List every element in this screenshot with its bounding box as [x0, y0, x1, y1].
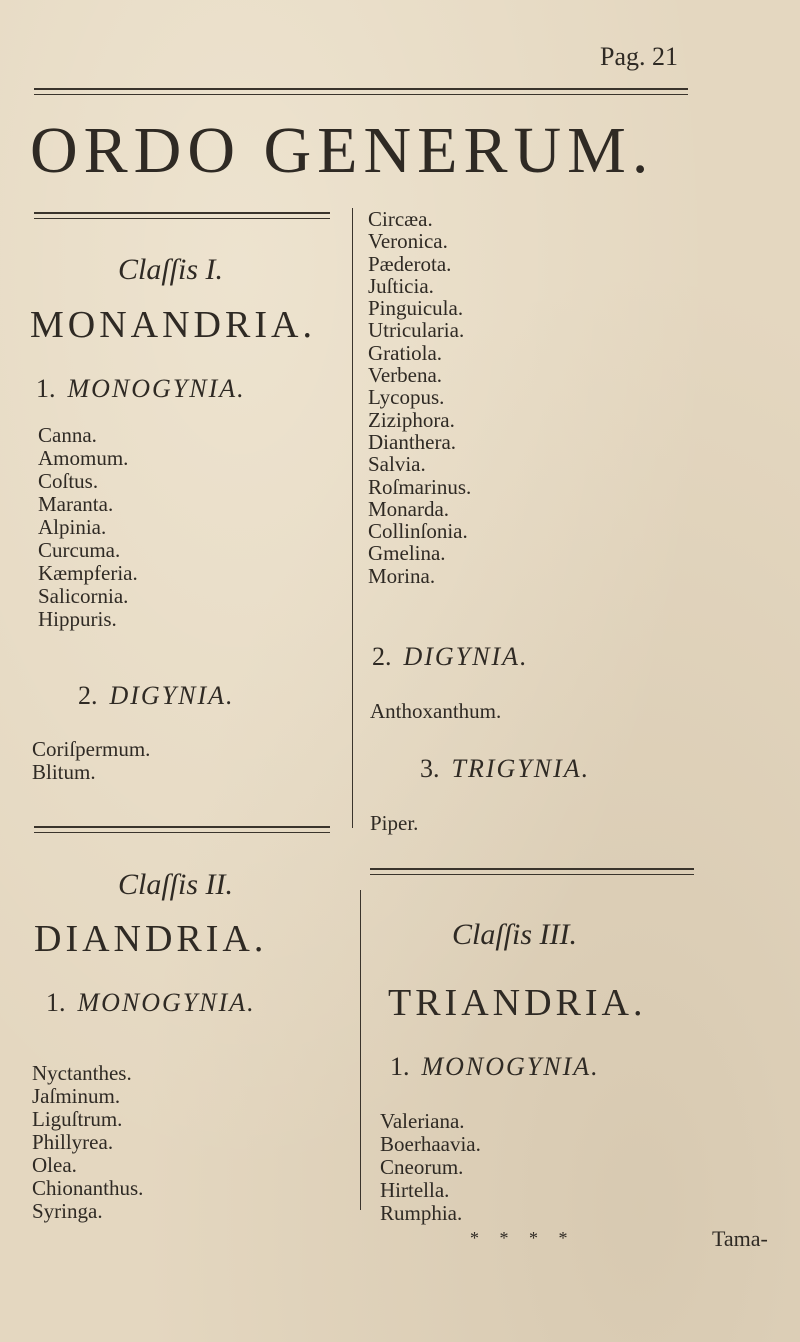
diandria-order2-heading [372, 644, 529, 670]
genus-item: Kæmpferia. [38, 561, 138, 585]
order-name: MONOGYNIA. [421, 1052, 600, 1081]
genus-item: Morina. [368, 563, 436, 588]
catchword: Tama- [712, 1226, 768, 1251]
genus-item: Utricularia. [368, 318, 465, 343]
class1-order2-genera [32, 738, 150, 784]
class1-label: Claſſis I. [118, 253, 224, 286]
genus-item: Pinguicula. [368, 296, 464, 321]
class2-name: DIANDRIA. [34, 918, 268, 960]
class3-name: TRIANDRIA. [388, 982, 647, 1024]
class2-label: Claſſis II. [118, 868, 234, 901]
order-number: 2. [372, 642, 392, 671]
genus-item: Monarda. [368, 496, 450, 521]
order-name: MONOGYNIA. [77, 988, 256, 1017]
genus-item: Chionanthus. [32, 1176, 144, 1200]
genus-item: Boerhaavia. [380, 1132, 481, 1156]
genus-item: Liguſtrum. [32, 1107, 123, 1131]
genus-item: Syringa. [32, 1199, 103, 1223]
class1-order2-heading [78, 683, 235, 709]
genus-item: Salvia. [368, 452, 426, 477]
genus-item: Veronica. [368, 229, 448, 254]
ornament-stars: * * * * [470, 1228, 576, 1248]
genus-item: Gratiola. [368, 340, 443, 365]
genus-item: Circæa. [368, 207, 433, 231]
order-number: 1. [36, 374, 56, 403]
genus-item: Amomum. [38, 446, 129, 470]
genus-item: Gmelina. [368, 541, 446, 566]
diandria-order3-heading [420, 756, 590, 782]
genus-item: Salicornia. [38, 584, 129, 608]
order-number: 3. [420, 754, 440, 783]
genus-item: Coriſpermum. [32, 737, 151, 761]
order-name: DIGYNIA. [109, 681, 235, 710]
class3-order1-genera [380, 1110, 481, 1225]
genus-item: Anthoxanthum. [370, 699, 502, 723]
diandria-order3-genera [370, 812, 418, 835]
class3-label: Claſſis III. [452, 918, 577, 951]
genus-item: Piper. [370, 811, 419, 835]
class1-name: MONANDRIA. [30, 304, 316, 346]
order-number: 2. [78, 681, 98, 710]
order-name: DIGYNIA. [403, 642, 529, 671]
genus-item: Collinſonia. [368, 519, 468, 544]
genus-item: Ziziphora. [368, 407, 455, 432]
genus-item: Coſtus. [38, 469, 99, 493]
genus-item: Dianthera. [368, 429, 457, 454]
genus-item: Alpinia. [38, 515, 107, 539]
class1-order1-heading [36, 376, 246, 402]
genus-item: Valeriana. [380, 1109, 465, 1133]
genus-item: Cneorum. [380, 1155, 464, 1179]
monandria-continued-genera [368, 208, 471, 587]
page-number: Pag. 21 [600, 42, 678, 71]
genus-item: Jaſminum. [32, 1084, 121, 1108]
genus-item: Pæderota. [368, 251, 452, 276]
page-title: ORDO GENERUM. [30, 114, 655, 187]
genus-item: Lycopus. [368, 385, 445, 410]
genus-item: Curcuma. [38, 538, 121, 562]
genus-item: Canna. [38, 423, 97, 447]
order-number: 1. [46, 988, 66, 1017]
class2-order1-heading [46, 990, 256, 1016]
genus-item: Nyctanthes. [32, 1061, 132, 1085]
genus-item: Juſticia. [368, 273, 434, 298]
class1-order1-genera [38, 424, 138, 631]
genus-item: Hirtella. [380, 1178, 450, 1202]
genus-item: Olea. [32, 1153, 77, 1177]
order-name: TRIGYNIA. [451, 754, 591, 783]
class3-order1-heading [390, 1054, 600, 1080]
class2-top-rule [34, 826, 330, 833]
genus-item: Blitum. [32, 760, 96, 784]
order-name: MONOGYNIA. [67, 374, 246, 403]
genus-item: Hippuris. [38, 607, 117, 631]
diandria-order2-genera [370, 700, 501, 723]
genus-item: Rumphia. [380, 1201, 463, 1225]
column-divider [352, 208, 353, 828]
class3-top-rule [370, 868, 694, 875]
genus-item: Phillyrea. [32, 1130, 114, 1154]
genus-item: Roſmarinus. [368, 474, 472, 499]
column-divider-lower [360, 890, 361, 1210]
order-number: 1. [390, 1052, 410, 1081]
class2-order1-genera [32, 1062, 143, 1223]
genus-item: Verbena. [368, 363, 443, 388]
header-rule [34, 88, 688, 95]
genus-item: Maranta. [38, 492, 114, 516]
class1-top-rule [34, 212, 330, 219]
